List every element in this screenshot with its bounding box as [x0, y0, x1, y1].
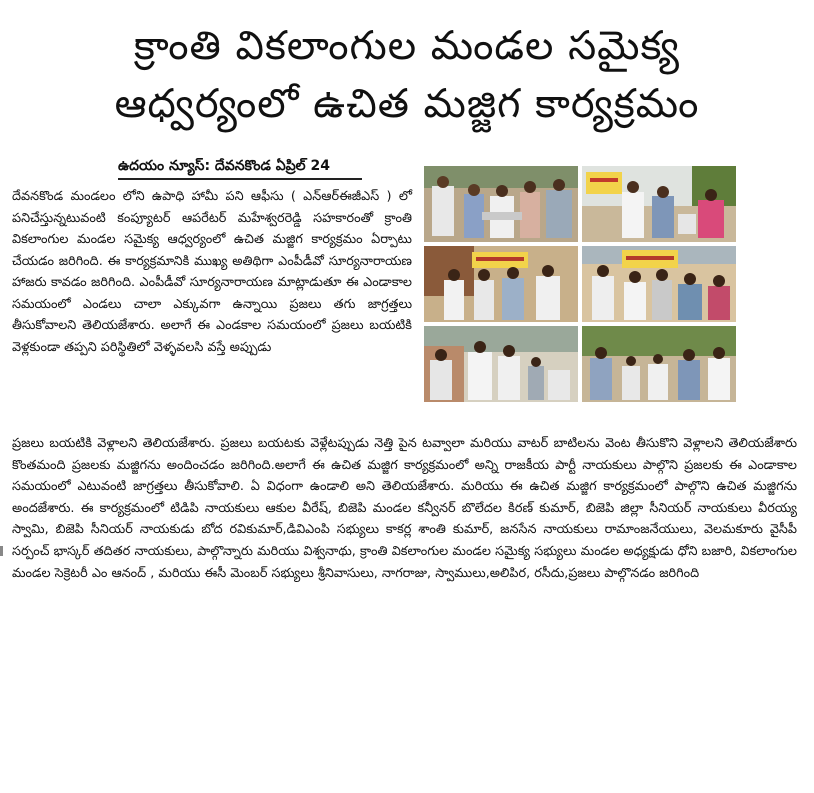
article-column-text: దేవనకొండ మండలం లోని ఉపాధి హామీ పని ఆఫీసు ( ఎన్ఆర్ఈజీఎస్ ) లో పనిచేస్తున్నటువంటి కంప్యూటర్ ఆపరేటర్ మహేశ్వరరెడ్డి సహకారంతో క్రాంతి వికలాంగుల మండల సమైక్య ఆధ్వర్యంలో ఉచిత మజ్జిగ కార్యక్రమం ఏర్పాటు చేయడం జరిగింది. ఈ కార్యక్రమానికి ముఖ్య అతిథిగా ఎంపీడీవో సూర్యనారాయణ హాజరు కావడం జరిగింది. ఎంపీడీవో సూర్యనారాయణ మాట్లాడుతూ ఈ ఎండాకాల సమయంలో ఎండలు చాలా ఎక్కువగా ఉన్నాయి ప్రజలు తగు జాగ్రత్తలు తీసుకోవాలని తెలియజేశారు. అలాగే ఈ ఎండకాల సమయంలో ప్రజలు బయటికి వెళ్లకుండా తప్పని పరిస్థితిలో వెళ్ళవలసి వస్తే అప్పుడు [12, 189, 412, 355]
margin-mark [0, 546, 3, 556]
headline-line-2: ఆధ్వర్యంలో ఉచిత మజ్జిగ కార్యక్రమం [114, 81, 700, 127]
photo-leaders-group [424, 326, 578, 402]
photo-banner-stall [582, 166, 736, 242]
article-full-width-text: ప్రజలు బయటికి వెళ్లాలని తెలియజేశారు. ప్రజలు బయటకు వెళ్లేటప్పుడు నెత్తి పైన టవ్వాలా మరియు వాటర్ బాటిలను వెంట తీసుకొని వెళ్లాలని తెలియజేశారు కొంతమంది ప్రజలకు మజ్జిగను అందించడం జరిగింది.అలాగే ఈ ఉచిత మజ్జిగ కార్యక్రమంలో అన్ని రాజకీయ పార్టీ నాయకులు పాల్గొని ప్రజలకు ఈ ఎండాకాల సమయంలో ఎటువంటి జాగ్రత్తలు తీసుకోవాలి. ఏ విధంగా ఉండాలి అని తెలియజేశారు. మరియు ఈ ఉచిత మజ్జిగ కార్యక్రమంలో పాల్గొని ఉచిత మజ్జిగను అందజేశారు. ఈ కార్యక్రమంలో టిడిపి నాయకులు ఆకుల వీరేష్, బిజెపి మండల కన్వీనర్ బొలేదల కిరణ్ కుమార్, బిజెపి జిల్లా సీనియర్ నాయకులు వీరయ్య స్వామి, బిజెపి సీనియర్ నాయకుడు బోద రవికుమార్,డివిఎంపి సభ్యులు కాకర్ల శాంతి కుమార్, జనసేన నాయకులు రామాంజనేయులు, వెలమకూరు వైసీపీ సర్పంచ్ భాస్కర్ తదితర నాయకులు, పాల్గొన్నారు మరియు విశ్వనాథు, క్రాంతి వికలాంగుల మండల సమైక్య సభ్యులు మండల అధ్యక్షుడు ధోని బజారి, వికలాంగుల మండల సెక్రెటరీ ఎం ఆనంద్ , మరియు ఈసీ మెంబర్ సభ్యులు శ్రీనివాసులు, నాగరాజు, స్వాములు,అలిపిర, రసీదు,ప్రజలు పాల్గొనడం జరిగింది [12, 436, 797, 581]
photo-collage [424, 166, 736, 402]
photo-distribution [582, 326, 736, 402]
photo-buttermilk-serving [424, 166, 578, 242]
photo-stall-crowd [582, 246, 736, 322]
headline-line-1: క్రాంతి వికలాంగుల మండల సమైక్య [134, 23, 680, 69]
dateline: ఉదయం న్యూస్: దేవనకొండ ఏప్రిల్ 24 [118, 158, 330, 174]
photo-banner-group [424, 246, 578, 322]
dateline-underline [118, 178, 362, 180]
